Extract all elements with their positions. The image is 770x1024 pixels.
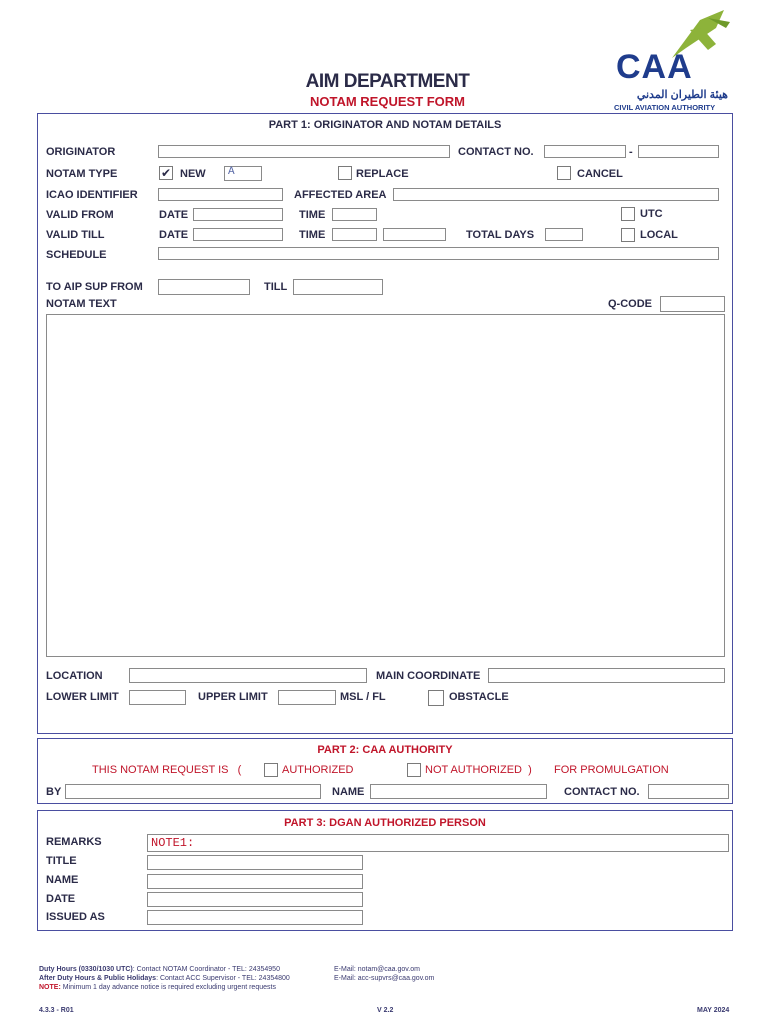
not-authorized-label: NOT AUTHORIZED ) [425,764,532,776]
by-label: BY [46,786,62,798]
part3-panel [37,810,733,931]
duty-hours-text: : Contact NOTAM Coordinator - TEL: 24354950 [132,966,280,973]
logo-caa-text: CAA [616,48,693,86]
utc-checkbox[interactable] [621,207,635,221]
title-label: TITLE [46,855,77,867]
part2-contact-input[interactable] [648,784,729,799]
footer-after-hours [39,975,290,982]
valid-from-time-label: TIME [299,209,326,221]
originator-input[interactable] [158,145,450,158]
affected-area-input[interactable] [393,188,719,201]
obstacle-checkbox[interactable] [428,690,444,706]
valid-from-time-input[interactable] [332,208,377,221]
notam-text-label: NOTAM TEXT [46,298,117,310]
remarks-label: REMARKS [46,836,102,848]
icao-label: ICAO IDENTIFIER [46,189,138,201]
part3-name-label: NAME [46,874,79,886]
logo-arabic: هيئة الطيران المدني [636,89,728,101]
total-days-label: TOTAL DAYS [466,229,535,241]
notam-text-area[interactable] [46,314,725,657]
issued-as-input[interactable] [147,910,363,925]
part3-date-input[interactable] [147,892,363,907]
local-checkbox[interactable] [621,228,635,242]
part2-contact-label: CONTACT NO. [564,786,640,798]
valid-till-label: VALID TILL [46,229,105,241]
contact-no-label: CONTACT NO. [458,146,534,158]
issued-as-label: ISSUED AS [46,911,105,923]
footer-duty-hours [39,966,280,973]
upper-limit-label: UPPER LIMIT [198,691,268,703]
total-days-input[interactable] [545,228,583,241]
upper-limit-input[interactable] [278,690,336,705]
part2-name-label: NAME [332,786,365,798]
valid-till-extra-input[interactable] [383,228,446,241]
obstacle-label: OBSTACLE [449,691,509,703]
location-input[interactable] [129,668,367,683]
footer-note [39,984,276,991]
main-coordinate-label: MAIN COORDINATE [376,670,481,682]
location-label: LOCATION [46,670,103,682]
new-checkbox[interactable]: ✔ [160,166,172,180]
replace-label: REPLACE [356,168,409,180]
part2-title: PART 2: CAA AUTHORITY [317,744,453,756]
after-hours-label: After Duty Hours & Public Holidays [39,975,157,982]
cancel-label: CANCEL [577,168,623,180]
aip-till-label: TILL [264,281,288,293]
authorized-label: AUTHORIZED [282,764,354,776]
lower-limit-input[interactable] [129,690,186,705]
not-authorized-checkbox[interactable] [407,763,421,777]
version: V 2.2 [377,1007,394,1014]
new-value-input[interactable]: A [224,166,262,181]
doc-code: 4.3.3 - R01 [39,1007,74,1014]
footer-duty-email: E-Mail: notam@caa.gov.om [334,966,420,973]
lower-limit-label: LOWER LIMIT [46,691,119,703]
note-label: NOTE: [39,984,61,991]
valid-till-time-label: TIME [299,229,326,241]
aip-sup-from-label: TO AIP SUP FROM [46,281,143,293]
contact-no-input-2[interactable] [638,145,719,158]
aip-till-input[interactable] [293,279,383,295]
footer-after-email: E-Mail: acc-supvrs@caa.gov.om [334,975,435,982]
part3-date-label: DATE [46,893,76,905]
after-hours-text: : Contact ACC Supervisor - TEL: 24354800 [156,975,290,982]
remarks-input[interactable]: NOTE1: [147,834,729,852]
caa-logo [612,8,732,116]
part3-name-input[interactable] [147,874,363,889]
cancel-checkbox[interactable] [557,166,571,180]
by-input[interactable] [65,784,321,799]
valid-from-date-label: DATE [159,209,189,221]
new-label: NEW [180,168,206,180]
main-coordinate-input[interactable] [488,668,725,683]
aip-sup-from-input[interactable] [158,279,250,295]
title-input[interactable] [147,855,363,870]
part1-title: PART 1: ORIGINATOR AND NOTAM DETAILS [268,119,502,131]
q-code-input[interactable] [660,296,725,312]
footer-date: MAY 2024 [697,1007,730,1014]
originator-label: ORIGINATOR [46,146,116,158]
q-code-label: Q-CODE [608,298,652,310]
replace-checkbox[interactable] [338,166,352,180]
authorized-checkbox[interactable] [264,763,278,777]
valid-till-date-input[interactable] [193,228,283,241]
logo-english: CIVIL AVIATION AUTHORITY [614,103,716,112]
schedule-input[interactable] [158,247,719,260]
department-title: AIM DEPARTMENT [305,71,470,92]
utc-label: UTC [640,208,663,220]
valid-from-label: VALID FROM [46,209,114,221]
valid-till-time-input[interactable] [332,228,377,241]
request-is-text: THIS NOTAM REQUEST IS ( [92,764,242,776]
note-text: Minimum 1 day advance notice is required excluding urgent requests [60,984,276,991]
local-label: LOCAL [640,229,678,241]
valid-till-date-label: DATE [159,229,189,241]
duty-hours-label: Duty Hours (0330/1030 UTC) [39,966,133,973]
affected-area-label: AFFECTED AREA [294,189,387,201]
msl-fl-label: MSL / FL [340,691,386,703]
for-promulgation-text: FOR PROMULGATION [554,764,669,776]
part3-title: PART 3: DGAN AUTHORIZED PERSON [284,817,486,829]
schedule-label: SCHEDULE [46,249,107,261]
icao-input[interactable] [158,188,283,201]
form-title: NOTAM REQUEST FORM [309,94,466,109]
contact-no-input-1[interactable] [544,145,626,158]
contact-dash: - [629,146,633,158]
notam-type-label: NOTAM TYPE [46,168,118,180]
valid-from-date-input[interactable] [193,208,283,221]
part2-name-input[interactable] [370,784,547,799]
